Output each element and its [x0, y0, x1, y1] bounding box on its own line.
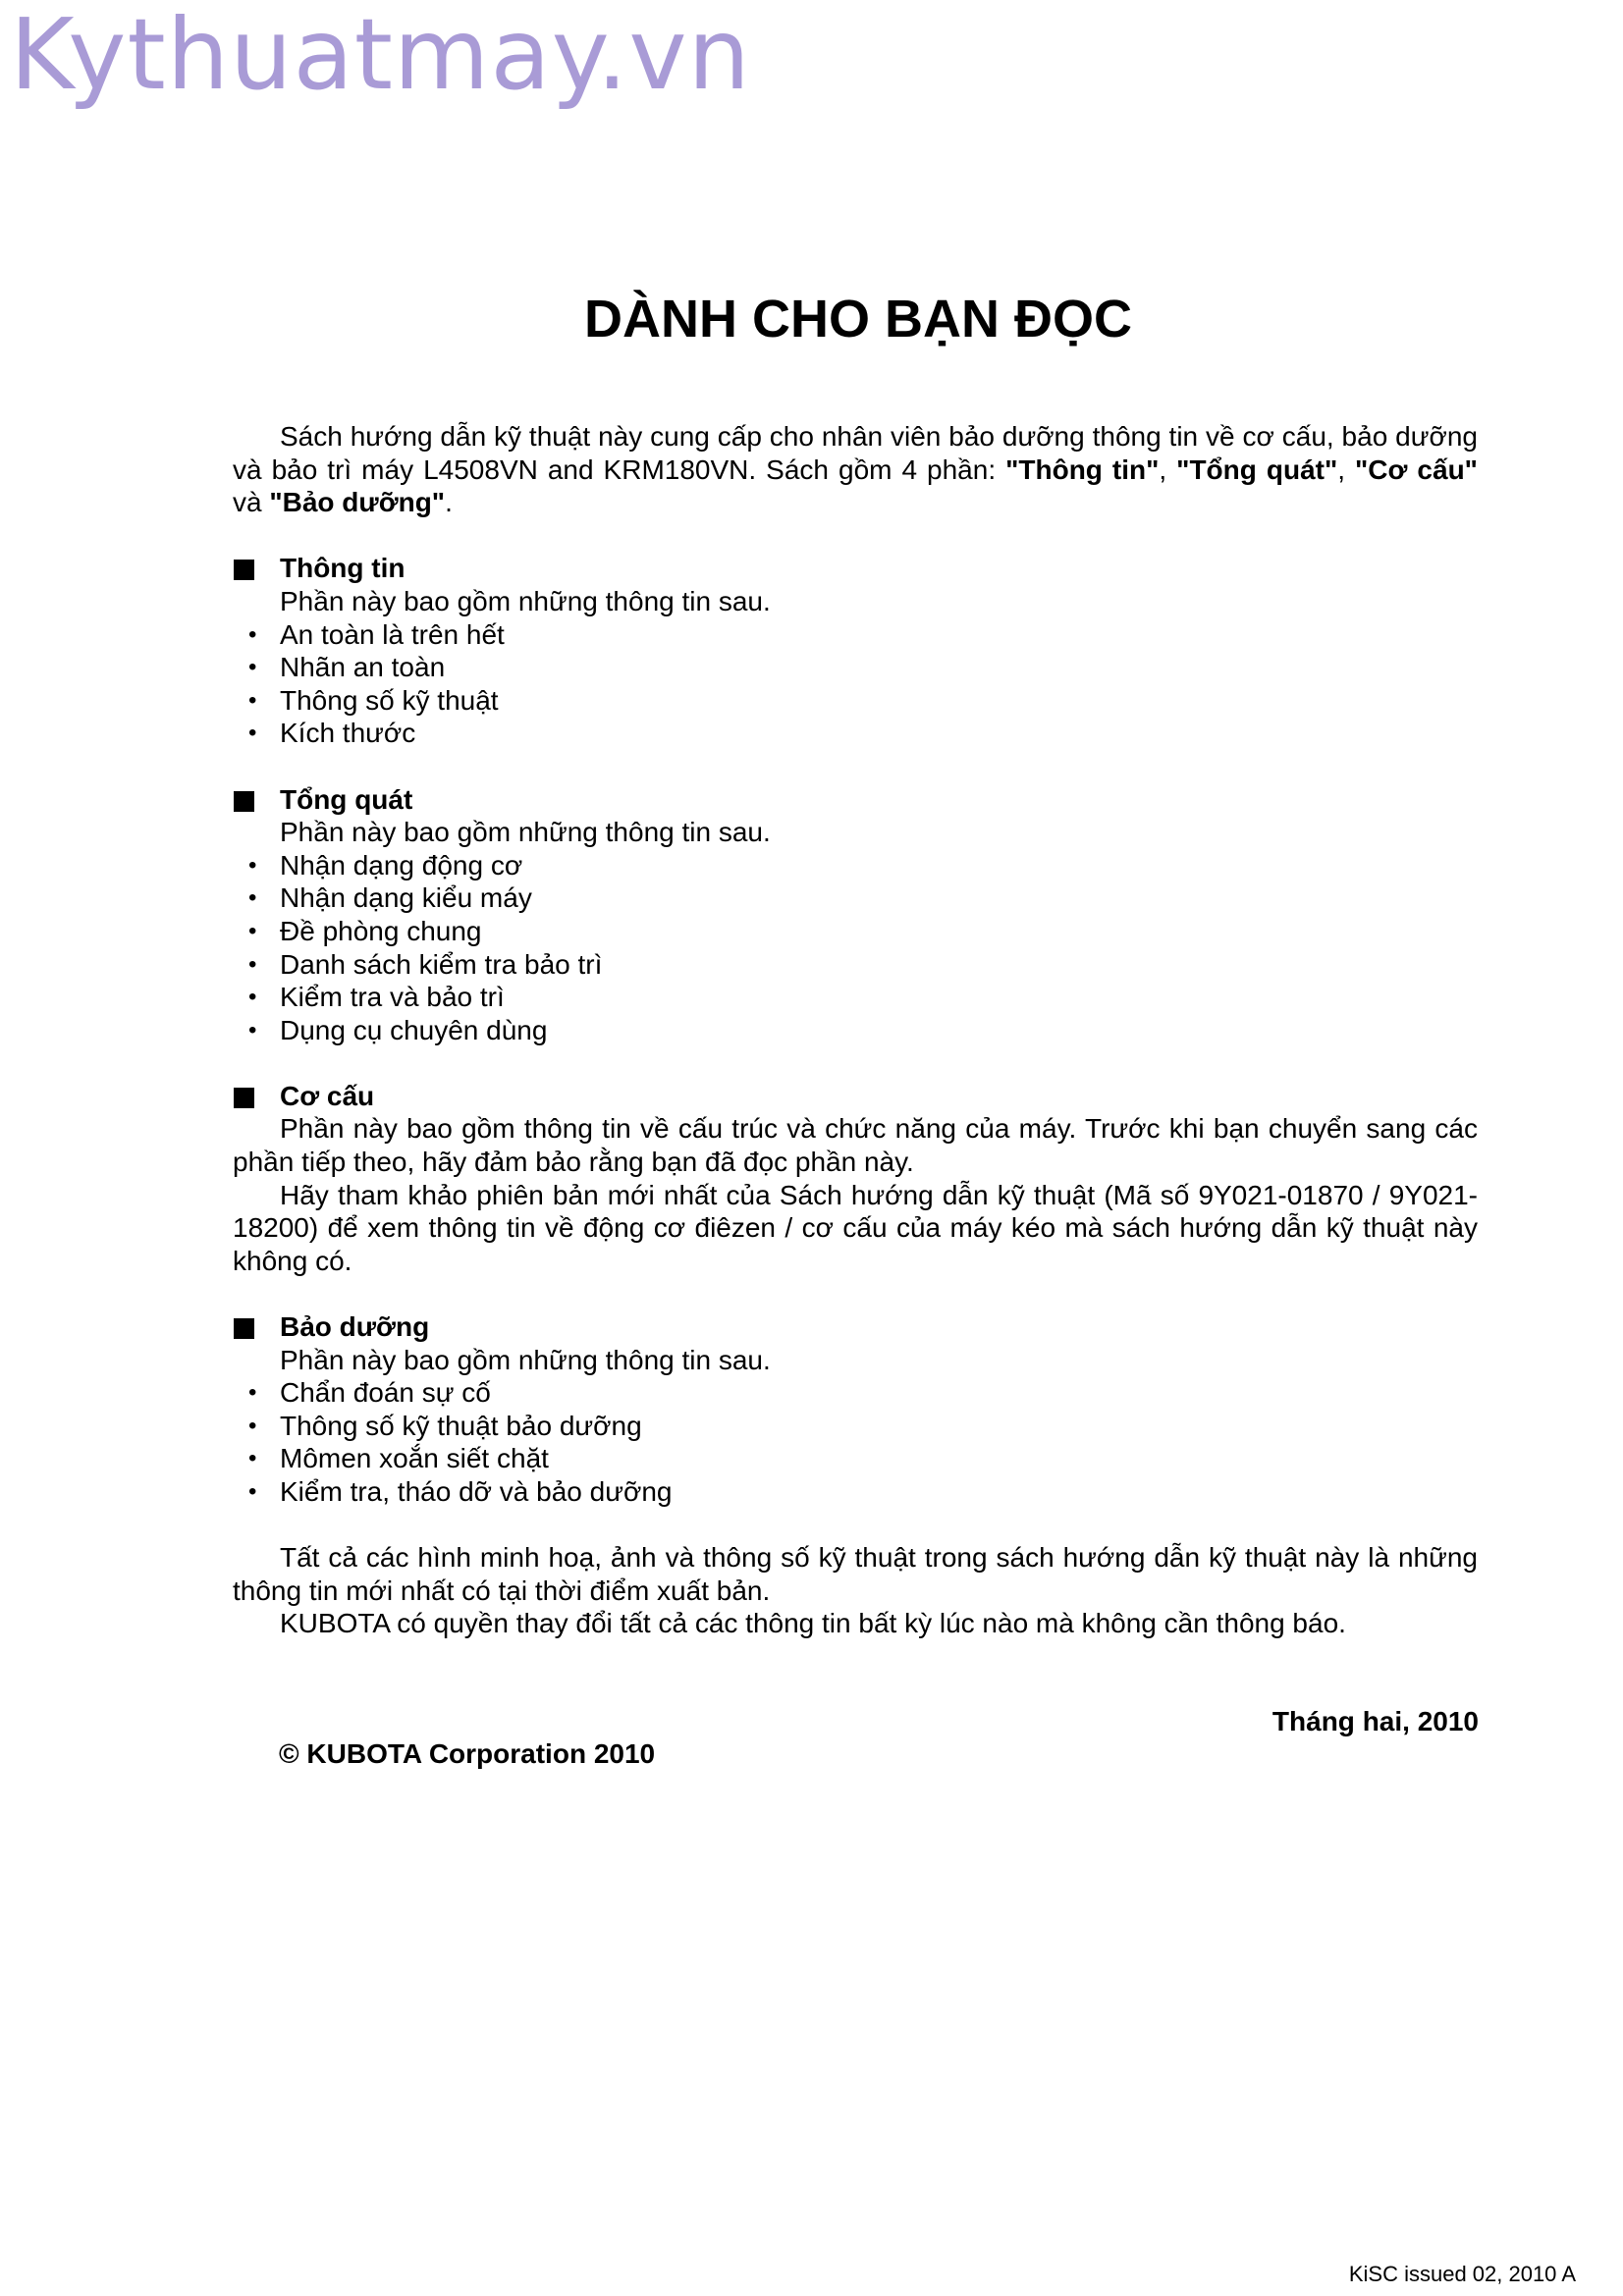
- section-paragraph: Hãy tham khảo phiên bản mới nhất của Sách hướng dẫn kỹ thuật (Mã số 9Y021-01870 / 9Y021-18200) để xem thông tin về động cơ điêzen / cơ cấu của máy kéo mà sách hướng dẫn kỹ thuật này không có.: [233, 1179, 1478, 1276]
- bullet-icon: •: [248, 620, 257, 648]
- intro-part-general: "Tổng quát": [1176, 454, 1338, 485]
- watermark: Kythuatmay.vn: [10, 0, 751, 112]
- intro-separator: ,: [1159, 454, 1177, 485]
- bullet-icon: •: [248, 1445, 257, 1472]
- list-item-text: Đề phòng chung: [280, 915, 482, 946]
- bullet-icon: •: [248, 686, 257, 714]
- bullet-icon: •: [248, 917, 257, 944]
- bullet-icon: •: [248, 1412, 257, 1439]
- list-item: [233, 1475, 1478, 1509]
- bullet-icon: •: [248, 984, 257, 1011]
- section-heading: [233, 783, 1478, 817]
- list-item: [233, 881, 1478, 915]
- list-item-text: Chẩn đoán sự cố: [280, 1377, 491, 1409]
- intro-separator: và: [233, 487, 270, 518]
- list-item-text: Kiểm tra, tháo dỡ và bảo dưỡng: [280, 1476, 673, 1507]
- intro-part-info: "Thông tin": [1005, 454, 1160, 485]
- list-item: [233, 948, 1478, 982]
- list-item-text: Thông số kỹ thuật bảo dưỡng: [280, 1410, 642, 1441]
- intro-end: .: [445, 487, 453, 518]
- section-lead: Phần này bao gồm những thông tin sau.: [280, 585, 771, 616]
- footer-issue-code: KiSC issued 02, 2010 A: [1348, 2262, 1576, 2286]
- section-info: [233, 552, 1478, 750]
- bullet-icon: •: [248, 950, 257, 978]
- closing-paragraph: KUBOTA có quyền thay đổi tất cả các thông tin bất kỳ lúc nào mà không cần thông báo.: [280, 1608, 1346, 1639]
- list-item: [233, 981, 1478, 1014]
- intro-paragraph: [233, 420, 1478, 519]
- section-heading: [233, 1310, 1478, 1344]
- section-heading: [233, 1080, 1478, 1113]
- section-maintenance: [233, 1310, 1478, 1509]
- bullet-list: [233, 618, 1478, 750]
- list-item-text: Dụng cụ chuyên dùng: [280, 1014, 548, 1045]
- bullet-icon: •: [248, 1379, 257, 1407]
- bullet-icon: •: [248, 851, 257, 879]
- section-heading-text: Bảo dưỡng: [280, 1311, 430, 1343]
- bullet-icon: •: [248, 884, 257, 912]
- list-item-text: Kích thước: [280, 718, 416, 749]
- square-bullet-icon: [234, 1088, 254, 1108]
- list-item: [233, 1014, 1478, 1047]
- section-paragraph: Phần này bao gồm thông tin về cấu trúc và chức năng của máy. Trước khi bạn chuyển sang các phần tiếp theo, hãy đảm bảo rằng bạn đã đọc phần này.: [233, 1113, 1478, 1178]
- list-item-text: Nhận dạng động cơ: [280, 849, 523, 881]
- section-heading-text: Cơ cấu: [280, 1080, 375, 1111]
- intro-text: Sách hướng dẫn kỹ thuật này cung cấp cho nhân viên bảo dưỡng thông tin về cơ cấu, bảo dưỡng và bảo trì máy L4508VN and KRM180VN. Sách gồm 4 phần:: [233, 421, 1478, 485]
- closing-notes: [233, 1541, 1478, 1640]
- bullet-icon: •: [248, 1016, 257, 1043]
- page-title: DÀNH CHO BẠN ĐỌC: [584, 290, 1132, 348]
- square-bullet-icon: [234, 791, 254, 812]
- section-heading-text: Thông tin: [280, 553, 406, 584]
- bullet-icon: •: [248, 720, 257, 747]
- list-item: [233, 849, 1478, 882]
- closing-paragraph: Tất cả các hình minh hoạ, ảnh và thông số kỹ thuật trong sách hướng dẫn kỹ thuật này là những thông tin mới nhất có tại thời điểm xuất bản.: [233, 1542, 1478, 1606]
- section-heading-text: Tổng quát: [280, 783, 413, 815]
- list-item: [233, 1442, 1478, 1475]
- document-body: [233, 420, 1478, 1640]
- publication-date: Tháng hai, 2010: [1271, 1706, 1479, 1736]
- intro-part-mechanism: "Cơ cấu": [1355, 454, 1478, 485]
- list-item: [233, 618, 1478, 652]
- intro-part-maintenance: "Bảo dưỡng": [269, 487, 446, 518]
- list-item: [233, 1410, 1478, 1443]
- section-mechanism: [233, 1080, 1478, 1278]
- bullet-icon: •: [248, 1478, 257, 1505]
- section-general: [233, 783, 1478, 1047]
- list-item: [233, 684, 1478, 718]
- square-bullet-icon: [234, 560, 254, 580]
- list-item-text: An toàn là trên hết: [280, 618, 505, 650]
- list-item-text: Kiểm tra và bảo trì: [280, 982, 505, 1013]
- list-item-text: Mômen xoắn siết chặt: [280, 1443, 549, 1474]
- list-item: [233, 1376, 1478, 1410]
- section-lead: Phần này bao gồm những thông tin sau.: [280, 817, 771, 848]
- list-item: [233, 651, 1478, 684]
- section-lead: Phần này bao gồm những thông tin sau.: [280, 1344, 771, 1375]
- list-item: [233, 915, 1478, 948]
- list-item-text: Nhận dạng kiểu máy: [280, 882, 532, 914]
- intro-separator: ,: [1337, 454, 1356, 485]
- bullet-list: [233, 1376, 1478, 1508]
- list-item-text: Danh sách kiểm tra bảo trì: [280, 948, 603, 980]
- list-item-text: Nhãn an toàn: [280, 652, 446, 683]
- section-heading: [233, 552, 1478, 585]
- bullet-list: [233, 849, 1478, 1047]
- copyright-notice: © KUBOTA Corporation 2010: [279, 1738, 656, 1769]
- list-item: [233, 717, 1478, 750]
- bullet-icon: •: [248, 654, 257, 681]
- list-item-text: Thông số kỹ thuật: [280, 684, 499, 716]
- square-bullet-icon: [234, 1318, 254, 1339]
